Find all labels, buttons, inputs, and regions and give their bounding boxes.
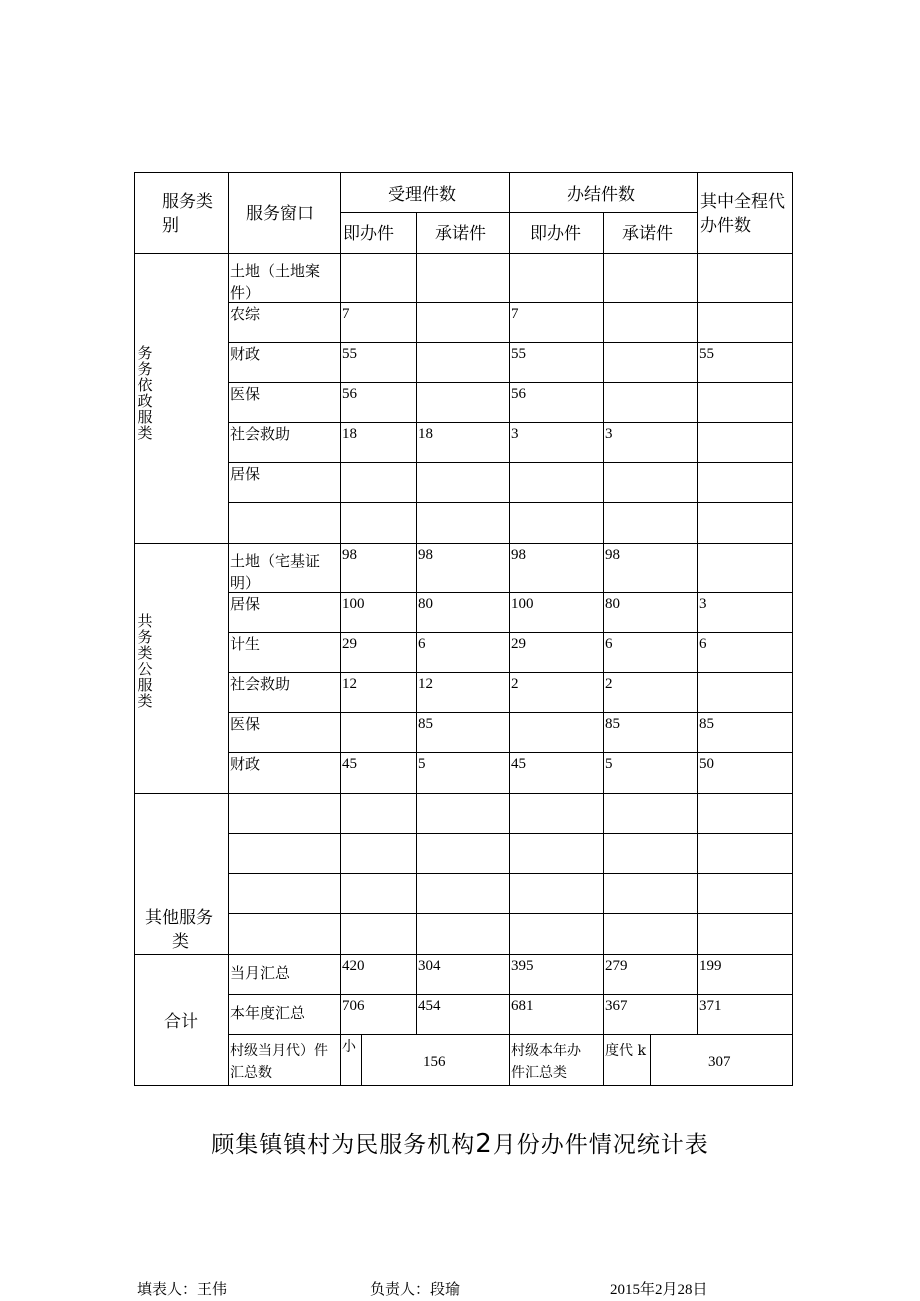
footer-responsible: 负责人：段瑜 [370,1280,461,1298]
title-suffix: 月份办件情况统计表 [492,1132,709,1158]
s2-row3-accepted-promise: 6 [418,636,426,652]
s2-row3-accepted-instant: 29 [342,636,357,652]
village-year-value: 307 [708,1054,731,1070]
s2-row3-completed-instant: 29 [511,636,526,652]
s1-row5-completed-instant: 3 [511,426,519,442]
s2-row5-accepted-promise: 85 [418,716,433,732]
s1-row4-completed-instant: 56 [511,386,526,402]
yearly-accepted-instant: 706 [342,998,365,1014]
village-year-label-line2: 件汇总类 [511,1065,567,1081]
village-year-label-line1: 村级本年办 [511,1043,581,1059]
s2-row4-accepted-instant: 12 [342,676,357,692]
s1-row5-window: 社会救助 [230,425,291,443]
s2-row1-accepted-instant: 98 [342,547,357,563]
title-prefix: 顾集镇镇村为民服务机构 [211,1132,476,1158]
monthly-completed-instant: 395 [511,958,534,974]
s1-row5-accepted-promise: 18 [418,426,433,442]
s1-row6-window: 居保 [230,465,261,483]
s2-row6-accepted-promise: 5 [418,756,426,772]
village-month-small: 小 [342,1039,356,1055]
village-month-value: 156 [423,1054,446,1070]
s1-row1-window-line1: 土地（土地案 [230,262,321,280]
s2-row5-window: 医保 [230,715,261,733]
header-accepted-promise: 承诺件 [435,224,486,244]
title-month: 2 [475,1129,493,1159]
yearly-accepted-promise: 454 [418,998,441,1014]
s1-row4-accepted-instant: 56 [342,386,357,402]
header-category-line2: 别 [162,216,179,236]
s1-row2-accepted-instant: 7 [342,306,350,322]
header-proxy-line1: 其中全程代 [700,192,785,212]
header-window: 服务窗口 [246,204,314,224]
monthly-label: 当月汇总 [230,964,291,982]
s2-row3-completed-promise: 6 [605,636,613,652]
s1-row3-window: 财政 [230,345,261,363]
s2-row3-proxy: 6 [699,636,707,652]
s2-row1-completed-promise: 98 [605,547,620,563]
s1-row5-accepted-instant: 18 [342,426,357,442]
section2-name: 共务类公服类 [137,612,153,710]
s2-row2-accepted-instant: 100 [342,596,365,612]
s1-row2-completed-instant: 7 [511,306,519,322]
s2-row2-completed-promise: 80 [605,596,620,612]
s2-row4-accepted-promise: 12 [418,676,433,692]
totals-name: 合计 [164,1012,198,1032]
s2-row2-completed-instant: 100 [511,596,534,612]
s1-row3-completed-instant: 55 [511,346,526,362]
yearly-proxy: 371 [699,998,722,1014]
s2-row2-proxy: 3 [699,596,707,612]
s2-row6-completed-promise: 5 [605,756,613,772]
monthly-proxy: 199 [699,958,722,974]
village-year-small: 度代 k [605,1043,646,1059]
section3-name-line1: 其他服务 [145,908,213,928]
section1-name: 务务依政服类 [137,344,153,442]
s2-row4-completed-promise: 2 [605,676,613,692]
s2-row4-completed-instant: 2 [511,676,519,692]
village-month-label-line2: 汇总数 [230,1065,272,1081]
village-month-label-line1: 村级当月代）件 [230,1043,328,1059]
s1-row1-window-line2: 件） [230,284,261,302]
document-title [0,1126,920,1159]
yearly-completed-instant: 681 [511,998,534,1014]
s2-row5-completed-promise: 85 [605,716,620,732]
monthly-accepted-promise: 304 [418,958,441,974]
monthly-completed-promise: 279 [605,958,628,974]
s2-row6-accepted-instant: 45 [342,756,357,772]
section3-name-line2: 类 [172,932,189,952]
s1-row2-window: 农综 [230,305,261,323]
yearly-label: 本年度汇总 [230,1004,306,1022]
s2-row6-window: 财政 [230,755,261,773]
header-completed: 办结件数 [567,185,635,205]
s2-row6-completed-instant: 45 [511,756,526,772]
header-accepted-instant: 即办件 [343,224,394,244]
yearly-completed-promise: 367 [605,998,628,1014]
s1-row3-accepted-instant: 55 [342,346,357,362]
s1-row4-window: 医保 [230,385,261,403]
footer-date: 2015年2月28日 [610,1282,708,1298]
header-completed-instant: 即办件 [530,224,581,244]
s2-row5-proxy: 85 [699,716,714,732]
s2-row1-completed-instant: 98 [511,547,526,563]
s2-row1-accepted-promise: 98 [418,547,433,563]
s2-row3-window: 计生 [230,635,261,653]
s2-row6-proxy: 50 [699,756,714,772]
footer-filler: 填表人：王伟 [137,1280,228,1298]
header-accepted: 受理件数 [388,185,456,205]
s2-row2-window: 居保 [230,595,261,613]
s2-row1-window-line1: 土地（宅基证 [230,552,321,570]
header-category-line1: 服务类 [162,192,213,212]
s2-row1-window-line2: 明） [230,574,261,592]
monthly-accepted-instant: 420 [342,958,365,974]
s1-row3-proxy: 55 [699,346,714,362]
s2-row4-window: 社会救助 [230,675,291,693]
header-completed-promise: 承诺件 [622,224,673,244]
s2-row2-accepted-promise: 80 [418,596,433,612]
header-proxy-line2: 办件数 [700,216,751,236]
s1-row5-completed-promise: 3 [605,426,613,442]
